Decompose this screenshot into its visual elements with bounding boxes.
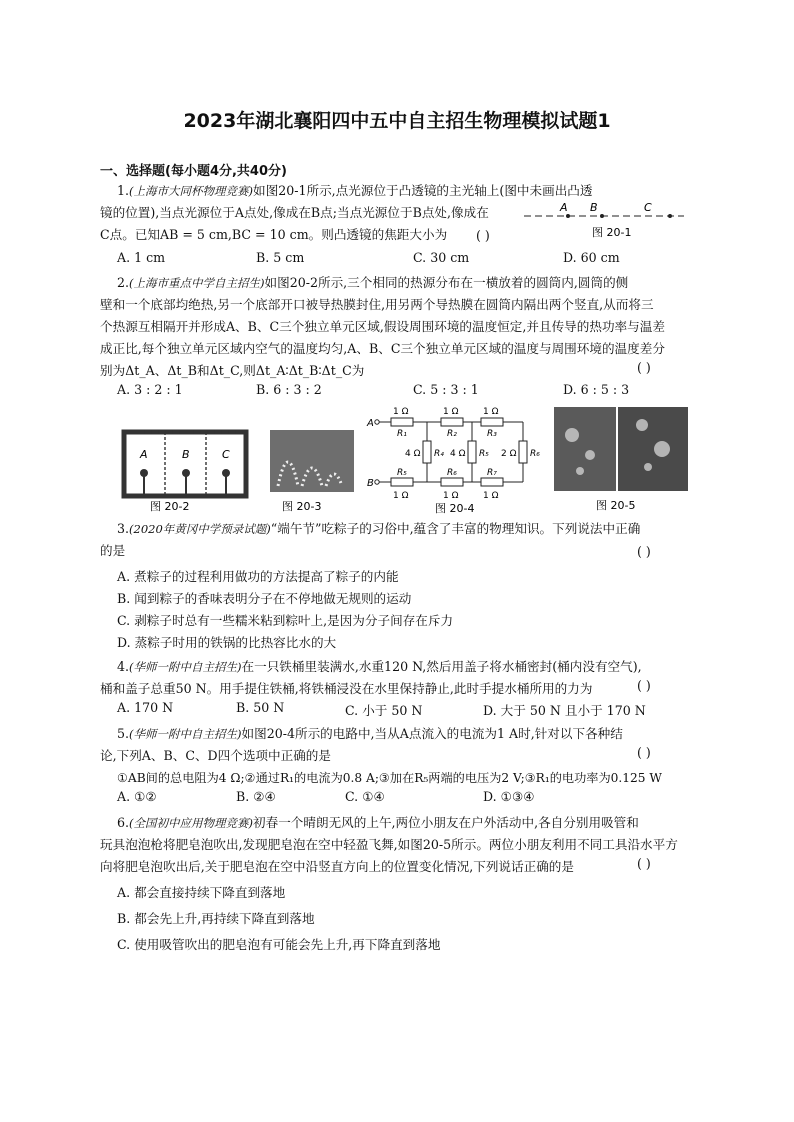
q1-line1: 1.(上海市大同杯物理竞赛)如图20-1所示,点光源位于凸透镜的主光轴上(图中未画出凸透 [117,183,593,198]
q3-line1: 3.(2020年黄冈中学预录试题)“端午节”吃粽子的习俗中,蕴含了丰富的物理知识。下列说法中正确 [117,521,641,536]
q2-option-a: A. 3 : 2 : 1 [117,382,183,397]
fig1-label-b: B [590,201,598,214]
fig1-label-a: A [560,201,568,214]
q1-line2: 镜的位置),当点光源位于A点处,像成在B点;当点光源位于B点处,像成在 [100,205,489,220]
q5-option-c: C. ①④ [345,789,385,804]
r-bot-2-name: R₆ [447,468,457,478]
q2-line1: 2.(上海市重点中学自主招生)如图20-2所示,三个相同的热源分布在一横放着的圆筒内,圆筒的侧 [117,275,629,290]
figure-20-2-caption: 图 20-2 [150,500,190,512]
figure-20-3-caption: 图 20-3 [282,500,322,513]
q2-source: (上海市重点中学自主招生) [129,276,265,290]
q4-line2: 桶和盖子总重50 N。用手提住铁桶,将铁桶浸没在水里保持静止,此时手提水桶所用的力为 [100,681,593,696]
q5-answer-paren: ( ) [637,745,651,760]
q4-option-c: C. 小于 50 N [345,703,423,718]
figure-20-4 [365,402,545,514]
section-heading: 一、选择题(每小题4分,共40分) [100,164,287,179]
q3-option-c: C. 剥粽子时总有一些糯米粘到粽叶上,是因为分子间存在斥力 [117,613,454,628]
q4-line1: 4.(华师一附中自主招生)在一只铁桶里装满水,水重120 N,然后用盖子将水桶密封(桶内没有空气), [117,659,642,674]
q2-line3: 个热源互相隔开并形成A、B、C三个独立单元区域,假设周围环境的温度恒定,并且传导的热功率与温差 [100,319,665,334]
q5-statements: ①AB间的总电阻为4 Ω;②通过R₁的电流为0.8 A;③加在R₅两端的电压为2 V;③R₁的电功率为0.125 W [117,771,662,785]
q6-line3: 向将肥皂泡吹出后,关于肥皂泡在空中沿竖直方向上的位置变化情况,下列说话正确的是 [100,859,574,874]
q1-source: (上海市大同杯物理竞赛) [129,184,254,198]
fig2-label-b: B [182,448,190,461]
fig4-label-b: B [367,478,374,489]
q3-option-a: A. 煮粽子的过程利用做功的方法提高了粽子的内能 [117,569,399,584]
q3-option-b: B. 闻到粽子的香味表明分子在不停地做无规则的运动 [117,591,412,606]
q4-option-d: D. 大于 50 N 且小于 170 N [483,703,646,718]
q1-line3: C点。已知AB = 5 cm,BC = 10 cm。则凸透镜的焦距大小为 [100,227,448,242]
q2-line5: 别为Δt_A、Δt_B和Δt_C,则Δt_A∶Δt_B∶Δt_C为 [100,363,365,378]
q6-line2: 玩具泡泡枪将肥皂泡吹出,发现肥皂泡在空中轻盈飞舞,如图20-5所示。两位小朋友利用不同工具沿水平方 [100,837,678,852]
r-top-1-value: 1 Ω [393,407,409,417]
q2-option-d: D. 6 : 5 : 3 [563,382,630,397]
q3-line2: 的是 [100,543,126,558]
q1-answer-paren: ( ) [476,228,490,243]
r-mid-3-name: R₆ [530,449,540,459]
page-title: 2023年湖北襄阳四中五中自主招生物理模拟试题1 [183,110,611,132]
q4-option-b: B. 50 N [236,700,285,715]
r-bot-1-value: 1 Ω [393,491,409,501]
q6-option-c: C. 使用吸管吹出的肥皂泡有可能会先上升,再下降直到落地 [117,937,441,952]
figure-20-1-caption: 图 20-1 [592,226,632,239]
r-bot-2-value: 1 Ω [443,491,459,501]
q5-source: (华师一附中自主招生) [129,727,242,741]
r-top-2-name: R₂ [447,429,457,439]
figure-20-1 [520,200,690,240]
r-bot-3-value: 1 Ω [483,491,499,501]
q4-option-a: A. 170 N [117,700,174,715]
fig1-label-c: C [644,201,652,214]
q5-option-a: A. ①② [117,789,157,804]
q5-line1: 5.(华师一附中自主招生)如图20-4所示的电路中,当从A点流入的电流为1 A时,针对以下各种结 [117,726,623,741]
r-bot-1-name: R₅ [397,468,407,478]
q4-source: (华师一附中自主招生) [129,660,242,674]
q5-option-b: B. ②④ [236,789,276,804]
q4-answer-paren: ( ) [637,678,651,693]
q2-line2: 壁和一个底部均绝热,另一个底部开口被导热膜封住,用另两个导热膜在圆筒内隔出两个竖直,从而将三 [100,297,654,312]
q3-source: (2020年黄冈中学预录试题) [129,522,271,536]
fig4-label-a: A [367,418,374,429]
q1-option-b: B. 5 cm [256,250,305,265]
r-top-2-value: 1 Ω [443,407,459,417]
q2-option-c: C. 5 : 3 : 1 [413,382,479,397]
figure-20-4-caption: 图 20-4 [435,502,475,514]
q3-option-d: D. 蒸粽子时用的铁锅的比热容比水的大 [117,635,337,650]
r-mid-1-name: R₄ [434,449,444,459]
q6-source: (全国初中应用物理竞赛) [129,816,254,830]
q5-option-d: D. ①③④ [483,789,535,804]
q5-line2: 论,下列A、B、C、D四个选项中正确的是 [100,748,331,763]
r-bot-3-name: R₇ [487,468,497,478]
q1-option-d: D. 60 cm [563,250,620,265]
fig2-label-a: A [140,448,148,461]
r-mid-2-value: 4 Ω [450,449,466,459]
q1-option-a: A. 1 cm [117,250,166,265]
q1-option-c: C. 30 cm [413,250,470,265]
r-mid-2-name: R₅ [479,449,489,459]
q2-answer-paren: ( ) [637,360,651,375]
q2-option-b: B. 6 : 3 : 2 [256,382,322,397]
figure-20-5 [552,405,692,515]
q6-answer-paren: ( ) [637,856,651,871]
r-mid-1-value: 4 Ω [405,449,421,459]
r-top-3-value: 1 Ω [483,407,499,417]
q3-answer-paren: ( ) [637,544,651,559]
r-top-1-name: R₁ [397,429,407,439]
fig2-label-c: C [222,448,230,461]
figure-20-3 [268,428,356,514]
figure-20-2 [120,428,250,512]
figure-20-5-caption: 图 20-5 [596,499,636,512]
q6-option-b: B. 都会先上升,再持续下降直到落地 [117,911,315,926]
q2-line4: 成正比,每个独立单元区域内空气的温度均匀,A、B、C三个独立单元区域的温度与周围环境的温度差分 [100,341,665,356]
r-top-3-name: R₃ [487,429,497,439]
q6-option-a: A. 都会直接持续下降直到落地 [117,885,286,900]
q6-line1: 6.(全国初中应用物理竞赛)初春一个晴朗无风的上午,两位小朋友在户外活动中,各自分别用吸管和 [117,815,639,830]
r-mid-3-value: 2 Ω [501,449,517,459]
